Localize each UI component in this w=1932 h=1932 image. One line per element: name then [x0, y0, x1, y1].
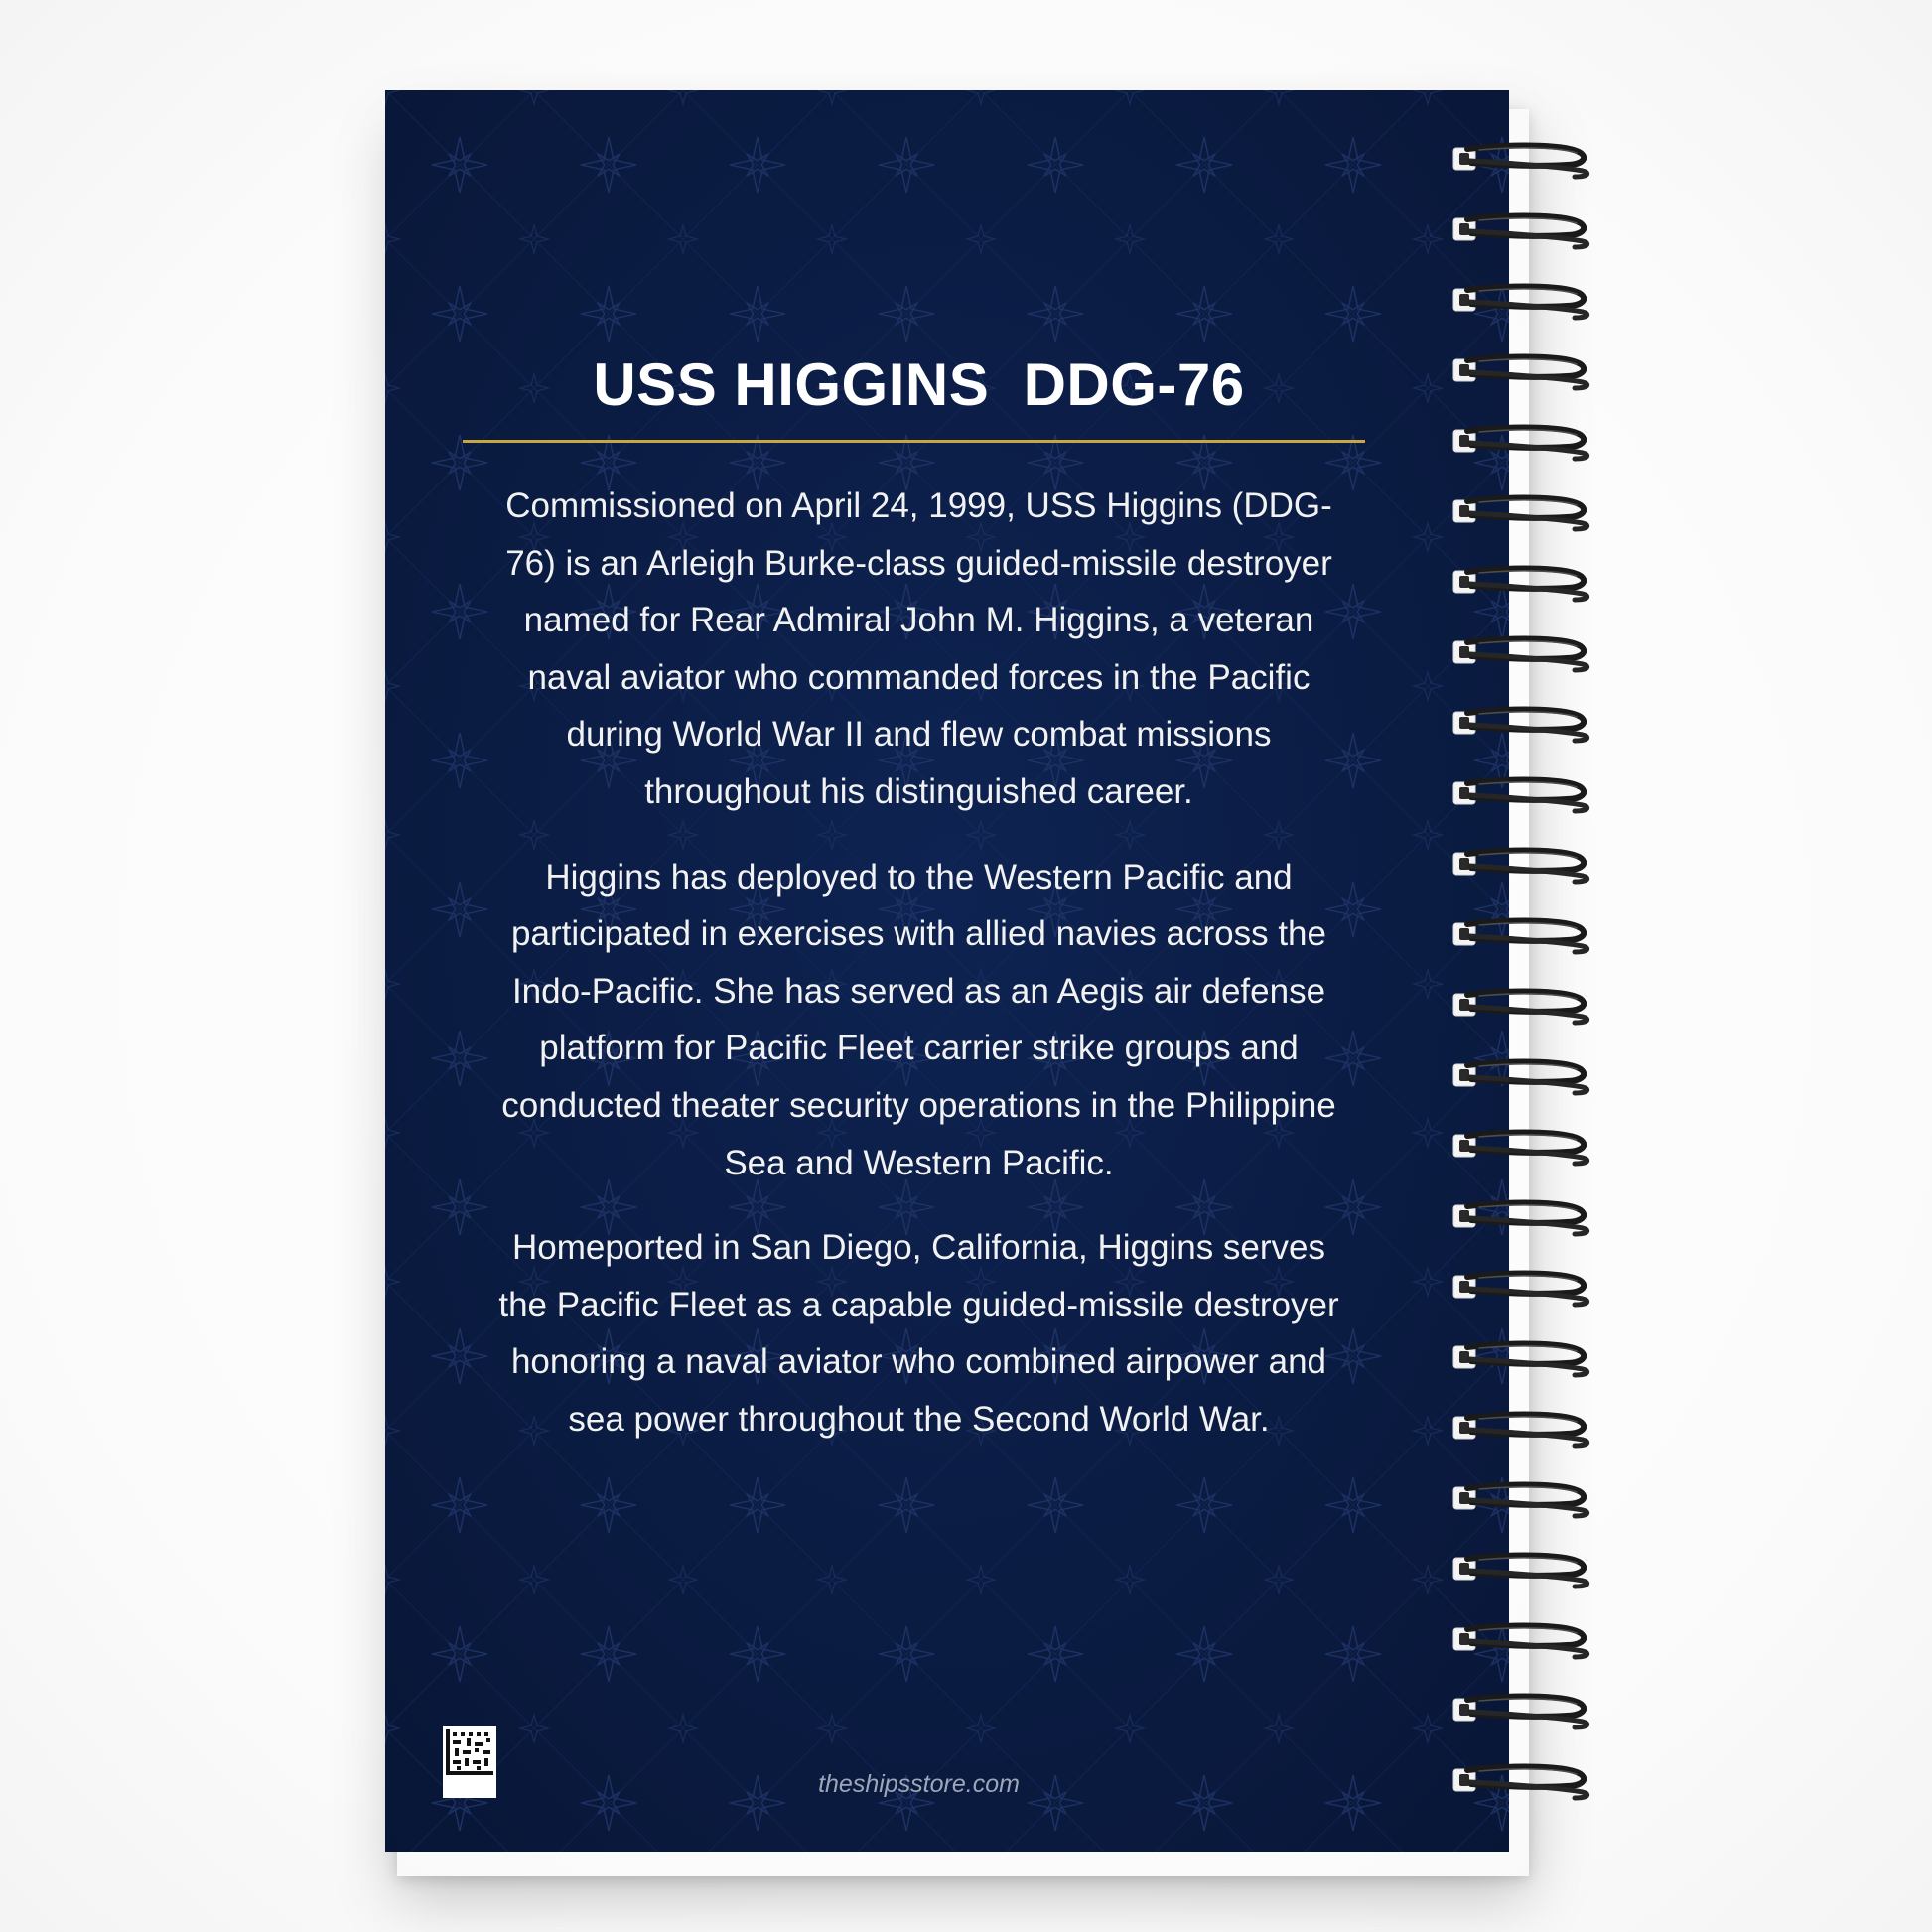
website-url: theshipsstore.com — [818, 1770, 1020, 1798]
spiral-binding-icon — [1449, 129, 1608, 1837]
ship-history-text — [484, 478, 1353, 1476]
ship-title: USS HIGGINS DDG-76 — [593, 351, 1245, 418]
history-paragraph-3: Homeported in San Diego, California, Higgins serves the Pacific Fleet as a capable guided-missile destroyer honoring a naval aviator who combined airpower and sea power throughout the Second World War. — [498, 1228, 1339, 1439]
history-paragraph-1: Commissioned on April 24, 1999, USS Higgins (DDG-76) is an Arleigh Burke-class guided-missile destroyer named for Rear Admiral John M. Higgins, a veteran naval aviator who commanded forces in the Pacific during World War II and flew combat missions throughout his distinguished career. — [505, 486, 1332, 811]
qr-code-icon — [443, 1726, 496, 1798]
notebook-back-cover — [385, 90, 1509, 1852]
history-paragraph-2: Higgins has deployed to the Western Pacific and participated in exercises with allied navies across the Indo-Pacific. She has served as an Aegis air defense platform for Pacific Fleet carrier strike groups and conducted theater security operations in the Philippine Sea and Western Pacific. — [501, 857, 1336, 1182]
title-underline-rule — [463, 440, 1365, 443]
